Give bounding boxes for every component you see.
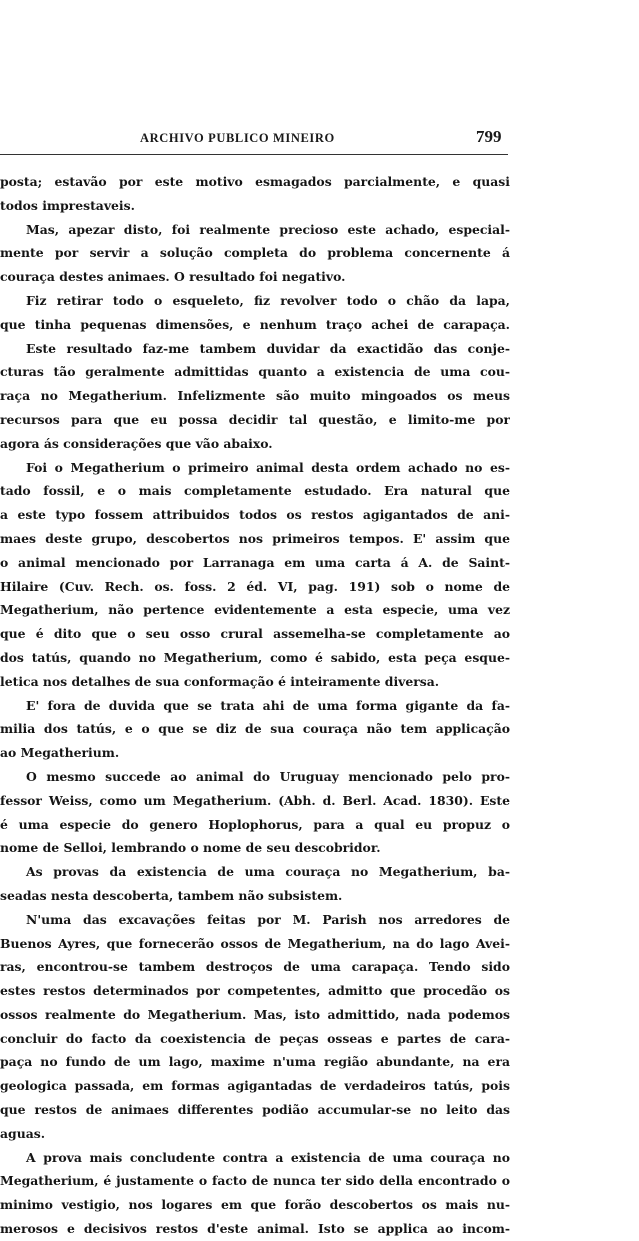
text-line: concluir do facto da coexistencia de peças osseas e partes de cara- (0, 1030, 510, 1046)
text-line: seadas nesta descoberta, tambem não subsistem. (0, 887, 343, 903)
text-line: dos tatús, quando no Megatherium, como é sabido, esta peça esque- (0, 649, 510, 665)
text-line: Foi o Megatherium o primeiro animal desta ordem achado no es- (26, 459, 510, 475)
text-line: Este resultado faz-me tambem duvidar da exactidão das conje- (26, 340, 510, 356)
text-line: N'uma das excavações feitas por M. Parish nos arredores de (26, 911, 510, 927)
text-line: maes deste grupo, descobertos nos primeiros tempos. E' assim que (0, 530, 510, 546)
page-number: 799 (476, 127, 502, 146)
text-line: As provas da existencia de uma couraça no Megatherium, ba- (26, 864, 510, 880)
text-line: milia dos tatús, e o que se diz de sua couraça não tem applicação (0, 721, 510, 737)
text-line: Fiz retirar todo o esqueleto, fiz revolver todo o chão da lapa, (26, 292, 510, 308)
text-line: Mas, apezar disto, foi realmente precioso este achado, especial- (26, 221, 510, 237)
text-line: aguas. (0, 1125, 46, 1141)
text-line: a este typo fossem attribuidos todos os restos agigantados de ani- (0, 507, 510, 523)
text-line: o animal mencionado por Larranaga em uma carta á A. de Saint- (0, 554, 510, 570)
text-line: Megatherium, não pertence evidentemente a esta especie, uma vez (0, 602, 510, 618)
header-rule (0, 154, 508, 155)
text-line: fessor Weiss, como um Megatherium. (Abh. d. Berl. Acad. 1830). Este (0, 792, 510, 808)
text-line: que é dito que o seu osso crural assemelha-se completamente ao (0, 626, 510, 642)
text-line: nome de Selloi, lembrando o nome de seu descobridor. (0, 840, 381, 856)
text-line: O mesmo succede ao animal do Uruguay mencionado pelo pro- (26, 768, 510, 784)
text-line: posta; estavão por este motivo esmagados parcialmente, e quasi (0, 174, 510, 189)
running-header (0, 127, 508, 153)
text-line: Megatherium, é justamente o facto de nunca ter sido della encontrado o (0, 1173, 510, 1189)
text-line: cturas tão geralmente admittidas quanto a existencia de uma cou- (0, 364, 510, 380)
text-line: mente por servir a solução completa do problema concernente á (0, 245, 510, 261)
text-line: A prova mais concludente contra a existencia de uma couraça no (26, 1149, 510, 1165)
text-line: estes restos determinados por competentes, admitto que procedão os (0, 983, 510, 999)
text-line: letica nos detalhes de sua conformação é inteiramente diversa. (0, 673, 440, 689)
text-line: Buenos Ayres, que fornecerão ossos de Megatherium, na do lago Avei- (0, 935, 510, 951)
text-line: E' fora de duvida que se trata ahi de uma forma gigante da fa- (26, 697, 510, 713)
text-line: merosos e decisivos restos d'este animal. Isto se applica ao incom- (0, 1221, 510, 1237)
text-line: todos imprestaveis. (0, 197, 135, 213)
text-line: raça no Megatherium. Infelizmente são muito mingoados os meus (0, 388, 510, 404)
text-line: é uma especie do genero Hoplophorus, para a qual eu propuz o (0, 816, 510, 832)
text-line: couraça destes animaes. O resultado foi negativo. (0, 269, 346, 285)
body-text (0, 170, 510, 1241)
text-line: minimo vestigio, nos logares em que forão descobertos os mais nu- (0, 1197, 510, 1213)
journal-title: ARCHIVO PUBLICO MINEIRO (140, 131, 335, 145)
text-line: tado fossil, e o mais completamente estudado. Era natural que (0, 483, 510, 499)
text-line: ossos realmente do Megatherium. Mas, isto admittido, nada podemos (0, 1006, 510, 1022)
text-line: ras, encontrou-se tambem destroços de uma carapaça. Tendo sido (0, 959, 510, 975)
text-line: Hilaire (Cuv. Rech. os. foss. 2 éd. VI, pag. 191) sob o nome de (0, 578, 510, 594)
text-line: paça no fundo de um lago, maxime n'uma região abundante, na era (0, 1054, 510, 1070)
text-line: geologica passada, em formas agigantadas de verdadeiros tatús, pois (0, 1078, 510, 1094)
text-line: ao Megatherium. (0, 745, 120, 761)
text-line: agora ás considerações que vão abaixo. (0, 435, 273, 451)
text-line: que tinha pequenas dimensões, e nenhum traço achei de carapaça. (0, 316, 510, 332)
text-line: que restos de animaes differentes podião accumular-se no leito das (0, 1102, 510, 1118)
text-line: recursos para que eu possa decidir tal questão, e limito-me por (0, 411, 510, 427)
